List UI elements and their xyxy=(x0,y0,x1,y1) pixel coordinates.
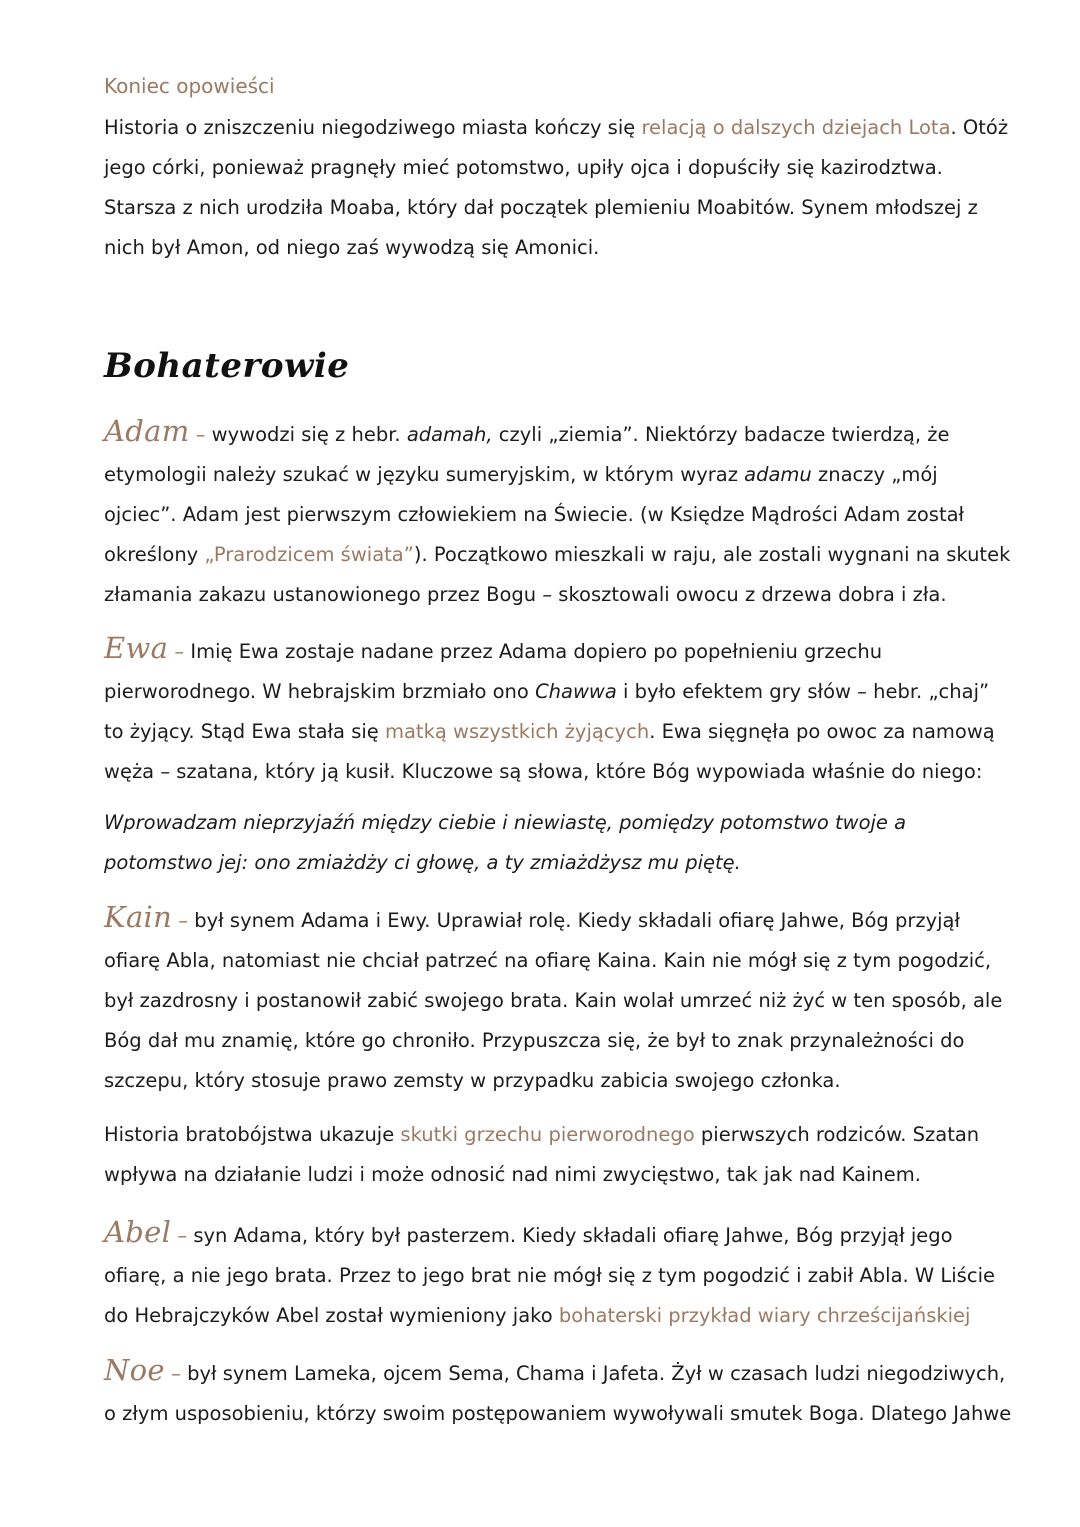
adam-term-adamah: adamah, xyxy=(406,423,493,446)
ending-paragraph xyxy=(104,108,1014,268)
ewa-text-1: Imię Ewa zostaje nadane przez Adama dopiero po popełnieniu grzechu pierworodnego. W hebrajskim brzmiało ono xyxy=(104,640,883,703)
ewa-text-3: . Ewa sięgnęła po owoc za namową węża – szatana, który ją kusił. Kluczowe są słowa, które Bóg wypowiada właśnie do niego: xyxy=(104,720,995,783)
ewa-highlight: matką wszystkich żyjących xyxy=(384,720,650,743)
ending-text-a: Historia o zniszczeniu niegodziwego miasta kończy się xyxy=(104,116,642,139)
hero-abel xyxy=(104,1212,1014,1336)
adam-term-adamu: adamu xyxy=(744,463,812,486)
ending-highlight: relacją o dalszych dziejach Lota xyxy=(641,116,951,139)
noe-text: był synem Lameka, ojcem Sema, Chama i Jafeta. Żył w czasach ludzi niegodziwych, o złym usposobieniu, którzy swoim postępowaniem wywoływali smutek Boga. Dlatego Jahwe xyxy=(104,1362,1012,1425)
adam-text-3: znaczy „mój ojciec”. Adam jest pierwszym człowiekiem na Świecie. (w Księdze Mądrości Adam został określony xyxy=(104,463,965,566)
dash: – xyxy=(189,423,212,446)
dash: – xyxy=(172,909,195,932)
adam-text-2: czyli „ziemia”. Niektórzy badacze twierdzą, że etymologii należy szukać w języku sumeryjskim, w którym wyraz xyxy=(104,423,950,486)
adam-highlight: „Prarodzicem świata” xyxy=(204,543,414,566)
hero-noe xyxy=(104,1350,1014,1434)
kain-paragraph-2 xyxy=(104,1115,1014,1195)
ewa-text-2: i było efektem gry słów – hebr. „chaj” to żyjący. Stąd Ewa stała się xyxy=(104,680,990,743)
kain-p2-text-b: pierwszych rodziców. Szatan wpływa na działanie ludzi i może odnosić nad nimi zwycięstwo, tak jak nad Kainem. xyxy=(104,1123,980,1186)
bible-quote: Wprowadzam nieprzyjaźń między ciebie i niewiastę, pomiędzy potomstwo twoje a potomstwo jej: ono zmiażdży ci głowę, a ty zmiażdżysz mu piętę. xyxy=(104,811,907,874)
ending-text-b: . Otóż jego córki, ponieważ pragnęły mieć potomstwo, upiły ojca i dopuściły się kazirodztwa. Starsza z nich urodziła Moaba, który dał początek plemieniu Moabitów. Synem młodszej z nich był Amon, od niego zaś wywodzą się Amonici. xyxy=(104,116,1009,259)
hero-name-abel: Abel xyxy=(104,1215,172,1249)
dash: – xyxy=(168,640,191,663)
abel-text: syn Adama, który był pasterzem. Kiedy składali ofiarę Jahwe, Bóg przyjął jego ofiarę, a nie jego brata. Przez to jego brat nie mógł się z tym pogodzić i zabił Abla. W Liście do Hebrajczyków Abel został wymieniony jako xyxy=(104,1224,995,1327)
hero-name-kain: Kain xyxy=(104,900,173,934)
dash: – xyxy=(164,1362,188,1385)
hero-name-ewa: Ewa xyxy=(104,631,169,665)
section-title-heroes: Bohaterowie xyxy=(104,346,350,386)
kain-p2-text-a: Historia bratobójstwa ukazuje xyxy=(104,1123,401,1146)
ewa-term-chawwa: Chawwa xyxy=(535,680,617,703)
dash: – xyxy=(171,1224,194,1247)
hero-ewa xyxy=(104,628,1014,792)
hero-adam xyxy=(104,411,1014,615)
adam-text-1: wywodzi się z hebr. xyxy=(211,423,407,446)
kain-text: był synem Adama i Ewy. Uprawiał rolę. Kiedy składali ofiarę Jahwe, Bóg przyjął ofiarę Abla, natomiast nie chciał patrzeć na ofiarę Kaina. Kain nie mógł się z tym pogodzić, był zazdrosny i postanowił zabić swojego brata. Kain wolał umrzeć niż żyć w ten sposób, ale Bóg dał mu znamię, które go chroniło. Przypuszcza się, że był to znak przynależności do szczepu, który stosuje prawo zemsty w przypadku zabicia swojego członka. xyxy=(104,909,1003,1092)
abel-highlight: bohaterski przykład wiary chrześcijańskiej xyxy=(558,1304,971,1327)
adam-text-4: ). Początkowo mieszkali w raju, ale zostali wygnani na skutek złamania zakazu ustanowionego przez Bogu – skosztowali owocu z drzewa dobra i zła. xyxy=(104,543,1011,606)
section-title-ending: Koniec opowieści xyxy=(104,74,275,98)
hero-name-adam: Adam xyxy=(104,414,190,448)
kain-highlight: skutki grzechu pierworodnego xyxy=(400,1123,695,1146)
hero-name-noe: Noe xyxy=(104,1353,165,1387)
hero-kain xyxy=(104,897,1014,1101)
